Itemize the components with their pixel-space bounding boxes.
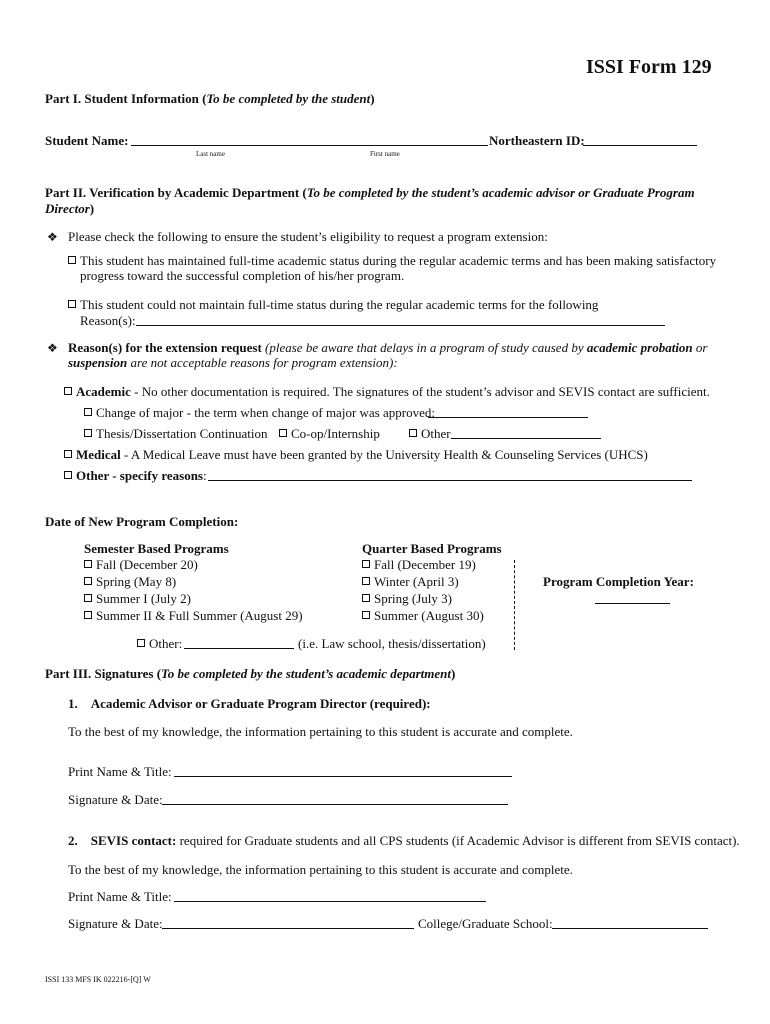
checkbox-icon[interactable] bbox=[362, 611, 370, 619]
completion-year-field[interactable] bbox=[595, 591, 670, 604]
form-title: ISSI Form 129 bbox=[586, 56, 712, 78]
option-full-time-cont: progress toward the successful completion of his/her program. bbox=[80, 268, 405, 283]
semester-option[interactable]: Fall (December 20) bbox=[84, 557, 198, 573]
section2-heading: 2. SEVIS contact: required for Graduate students and all CPS students (if Academic Advisor is different from SEVIS contact). bbox=[68, 833, 740, 848]
option-other[interactable]: Other - specify reasons: bbox=[64, 468, 207, 484]
other-reasons-field[interactable] bbox=[208, 468, 692, 481]
option-not-full-time[interactable]: This student could not maintain full-time status during the regular academic terms for the following bbox=[68, 297, 598, 313]
completion-year-label: Program Completion Year: bbox=[543, 574, 694, 589]
sevis-signature-label: Signature & Date: bbox=[68, 916, 163, 931]
sevis-signature-field[interactable] bbox=[162, 916, 414, 929]
quarter-option[interactable]: Summer (August 30) bbox=[362, 608, 484, 624]
checkbox-icon[interactable] bbox=[68, 300, 76, 308]
checkbox-icon[interactable] bbox=[64, 450, 72, 458]
checkbox-icon[interactable] bbox=[362, 577, 370, 585]
first-name-caption: First name bbox=[370, 150, 400, 158]
completion-other-hint: (i.e. Law school, thesis/dissertation) bbox=[298, 636, 486, 651]
checkbox-icon[interactable] bbox=[84, 611, 92, 619]
option-coop[interactable]: Co-op/Internship bbox=[279, 426, 380, 442]
sevis-print-name-label: Print Name & Title: bbox=[68, 889, 172, 904]
checkbox-icon[interactable] bbox=[279, 429, 287, 437]
part2-heading-cont: Director) bbox=[45, 201, 95, 216]
student-name-label: Student Name: bbox=[45, 133, 129, 148]
option-other-academic[interactable]: Other bbox=[409, 426, 451, 442]
semester-option[interactable]: Spring (May 8) bbox=[84, 574, 176, 590]
reasons-label: Reason(s): bbox=[80, 313, 136, 328]
sevis-statement: To the best of my knowledge, the information pertaining to this student is accurate and complete. bbox=[68, 862, 573, 877]
college-field[interactable] bbox=[552, 916, 708, 929]
completion-other[interactable]: Other: bbox=[137, 636, 182, 652]
diamond-bullet-icon: ❖ bbox=[47, 230, 58, 244]
form-code: ISSI 133 MFS IK 022216-[Q] W bbox=[45, 975, 151, 984]
advisor-statement: To the best of my knowledge, the information pertaining to this student is accurate and complete. bbox=[68, 724, 573, 739]
sevis-print-name-field[interactable] bbox=[174, 889, 486, 902]
advisor-signature-label: Signature & Date: bbox=[68, 792, 163, 807]
option-full-time[interactable]: This student has maintained full-time academic status during the regular academic terms and has been making satisfactory bbox=[68, 253, 716, 269]
last-name-caption: Last name bbox=[196, 150, 225, 158]
option-thesis[interactable]: Thesis/Dissertation Continuation bbox=[84, 426, 268, 442]
checkbox-icon[interactable] bbox=[84, 429, 92, 437]
diamond-bullet-icon: ❖ bbox=[47, 341, 58, 355]
part1-heading: Part I. Student Information (To be completed by the student) bbox=[45, 91, 375, 106]
checkbox-icon[interactable] bbox=[84, 577, 92, 585]
checkbox-icon[interactable] bbox=[84, 594, 92, 602]
change-major-field[interactable] bbox=[428, 405, 588, 418]
option-change-major[interactable]: Change of major - the term when change of major was approved: bbox=[84, 405, 435, 421]
checkbox-icon[interactable] bbox=[362, 594, 370, 602]
semester-option[interactable]: Summer II & Full Summer (August 29) bbox=[84, 608, 303, 624]
dashed-divider bbox=[514, 560, 515, 650]
quarter-heading: Quarter Based Programs bbox=[362, 541, 502, 556]
part2-heading: Part II. Verification by Academic Department (To be completed by the student’s academic advisor or Graduate Program bbox=[45, 185, 695, 200]
checkbox-icon[interactable] bbox=[409, 429, 417, 437]
completion-other-field[interactable] bbox=[184, 636, 294, 649]
checkbox-icon[interactable] bbox=[362, 560, 370, 568]
quarter-option[interactable]: Winter (April 3) bbox=[362, 574, 459, 590]
semester-option[interactable]: Summer I (July 2) bbox=[84, 591, 191, 607]
college-label: College/Graduate School: bbox=[418, 916, 553, 931]
student-name-field[interactable] bbox=[131, 133, 488, 146]
part3-heading: Part III. Signatures (To be completed by the student’s academic department) bbox=[45, 666, 456, 681]
reasons-heading: Reason(s) for the extension request (please be aware that delays in a program of study caused by academic probation or bbox=[68, 340, 708, 355]
nu-id-label: Northeastern ID: bbox=[489, 133, 585, 148]
reasons-field[interactable] bbox=[136, 313, 665, 326]
quarter-option[interactable]: Spring (July 3) bbox=[362, 591, 452, 607]
advisor-print-name-field[interactable] bbox=[174, 764, 512, 777]
semester-heading: Semester Based Programs bbox=[84, 541, 229, 556]
section1-heading: 1. Academic Advisor or Graduate Program Director (required): bbox=[68, 696, 431, 711]
option-academic[interactable]: Academic - No other documentation is required. The signatures of the student’s advisor and SEVIS contact are sufficient. bbox=[64, 384, 710, 400]
completion-heading: Date of New Program Completion: bbox=[45, 514, 239, 529]
check-intro: Please check the following to ensure the student’s eligibility to request a program extension: bbox=[68, 229, 548, 244]
checkbox-icon[interactable] bbox=[137, 639, 145, 647]
nu-id-field[interactable] bbox=[583, 133, 697, 146]
reasons-heading-cont: suspension are not acceptable reasons for program extension): bbox=[68, 355, 398, 370]
option-medical[interactable]: Medical - A Medical Leave must have been granted by the University Health & Counseling Services (UHCS) bbox=[64, 447, 648, 463]
checkbox-icon[interactable] bbox=[84, 560, 92, 568]
checkbox-icon[interactable] bbox=[64, 387, 72, 395]
advisor-print-name-label: Print Name & Title: bbox=[68, 764, 172, 779]
advisor-signature-field[interactable] bbox=[162, 792, 508, 805]
checkbox-icon[interactable] bbox=[84, 408, 92, 416]
checkbox-icon[interactable] bbox=[64, 471, 72, 479]
other-academic-field[interactable] bbox=[451, 426, 601, 439]
quarter-option[interactable]: Fall (December 19) bbox=[362, 557, 476, 573]
checkbox-icon[interactable] bbox=[68, 256, 76, 264]
